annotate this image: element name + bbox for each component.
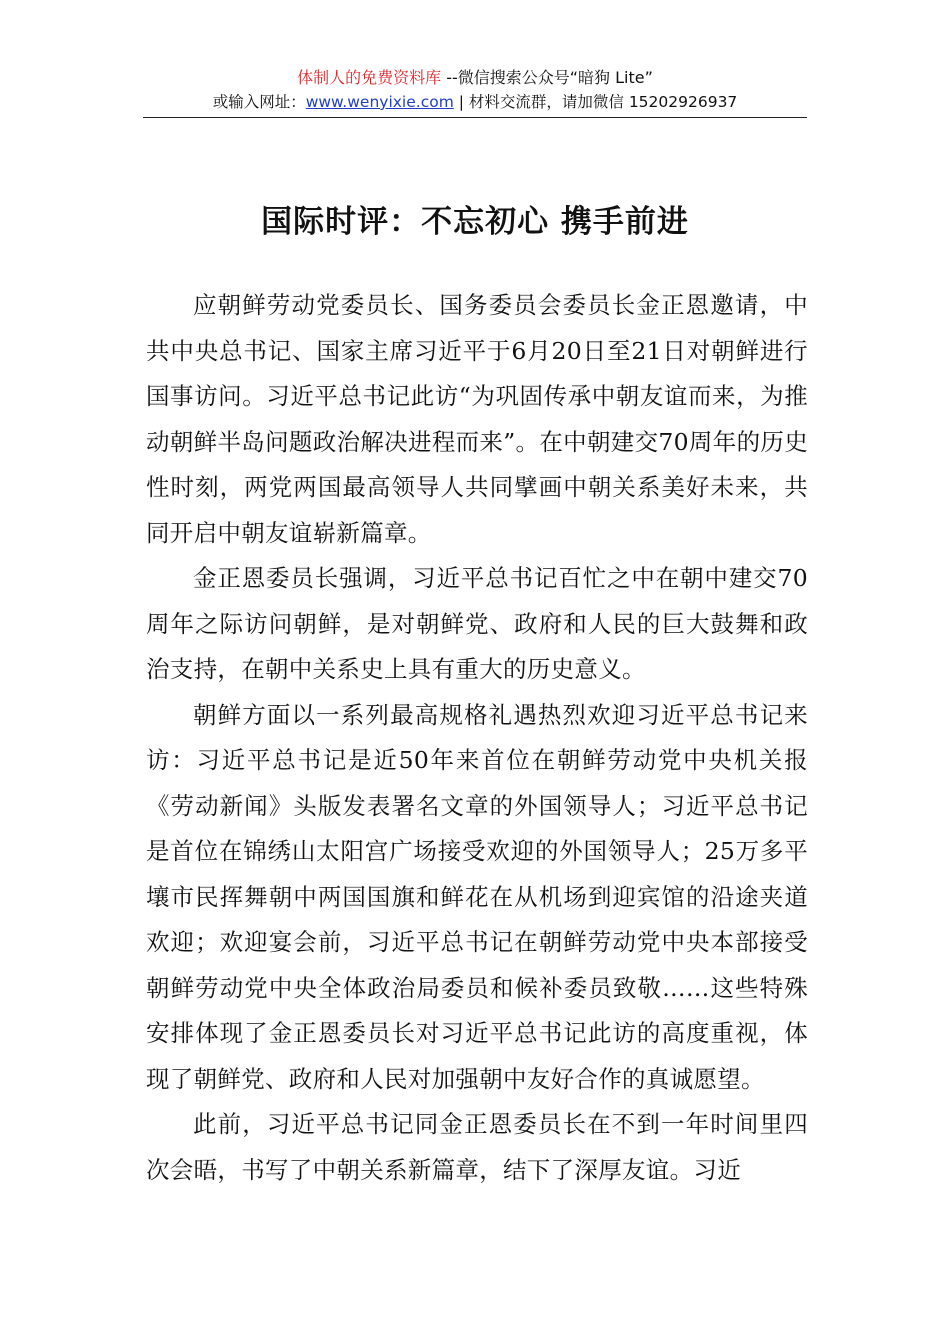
article-title: 国际时评：不忘初心 携手前进 [261, 203, 689, 240]
page-header [143, 66, 807, 114]
header-brand: 体制人的免费资料库 [297, 68, 442, 87]
header-website-link[interactable]: www.wenyixie.com [305, 93, 454, 111]
article-paragraph: 此前，习近平总书记同金正恩委员长在不到一年时间里四次会晤，书写了中朝关系新篇章，结下了深厚友谊。习近 [146, 1110, 808, 1184]
header-divider [143, 117, 807, 118]
article-paragraph: 应朝鲜劳动党委员长、国务委员会委员长金正恩邀请，中共中央总书记、国家主席习近平于6月20日至21日对朝鲜进行国事访问。习近平总书记此访“为巩固传承中朝友谊而来，为推动朝鲜半岛问题政治解决进程而来”。在中朝建交70周年的历史性时刻，两党两国最高领导人共同擘画中朝关系美好未来，共同开启中朝友谊崭新篇章。 [146, 291, 808, 547]
article-paragraph: 朝鲜方面以一系列最高规格礼遇热烈欢迎习近平总书记来访：习近平总书记是近50年来首位在朝鲜劳动党中央机关报《劳动新闻》头版发表署名文章的外国领导人；习近平总书记是首位在锦绣山太阳宫广场接受欢迎的外国领导人；25万多平壤市民挥舞朝中两国国旗和鲜花在从机场到迎宾馆的沿途夹道欢迎；欢迎宴会前，习近平总书记在朝鲜劳动党中央本部接受朝鲜劳动党中央全体政治局委员和候补委员致敬……这些特殊安排体现了金正恩委员长对习近平总书记此访的高度重视，体现了朝鲜党、政府和人民对加强朝中友好合作的真诚愿望。 [146, 700, 808, 1093]
header-contact-note: | 材料交流群，请加微信 15202926937 [453, 93, 738, 111]
header-promo-line [143, 66, 807, 90]
article-body [146, 283, 808, 1193]
article-paragraph: 金正恩委员长强调，习近平总书记百忙之中在朝中建交70周年之际访问朝鲜，是对朝鲜党、政府和人民的巨大鼓舞和政治支持，在朝中关系史上具有重大的历史意义。 [146, 564, 808, 683]
header-contact-line [143, 90, 807, 114]
header-url-prefix: 或输入网址： [212, 93, 306, 111]
header-wechat-note: --微信搜索公众号“暗狗 Lite” [441, 68, 653, 87]
